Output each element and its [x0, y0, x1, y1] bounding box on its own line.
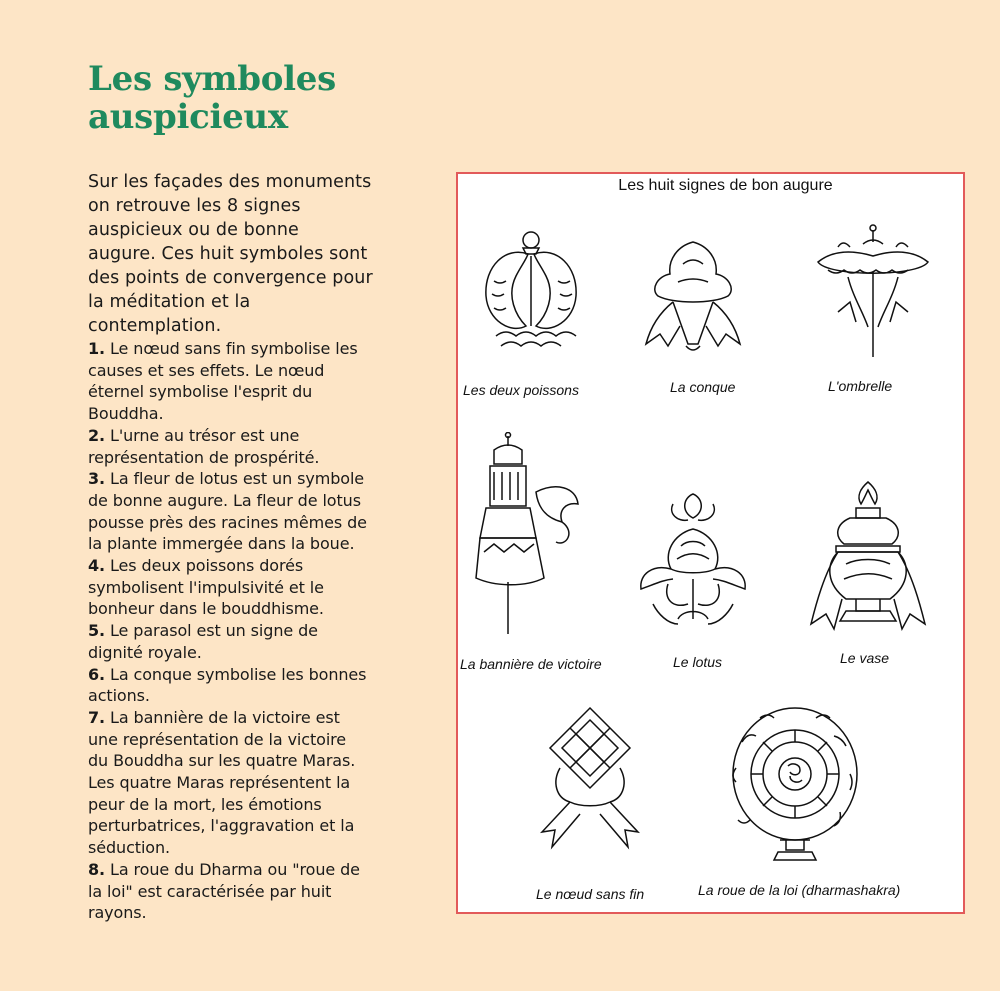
body-text: [88, 170, 414, 924]
intro-line: on retrouve les 8 signes: [88, 196, 301, 216]
intro-line: augure. Ces huit symboles sont: [88, 244, 368, 264]
intro-line: des points de convergence pour: [88, 268, 373, 288]
two-fish-icon: [476, 226, 586, 361]
caption-parasol: L'ombrelle: [828, 378, 893, 394]
caption-victory-banner: La bannière de victoire: [460, 656, 602, 672]
auspicious-signs-figure: [456, 172, 965, 914]
caption-two-fish: Les deux poissons: [463, 382, 579, 398]
figure-title: Les huit signes de bon augure: [618, 177, 833, 194]
list-line: rayons.: [88, 903, 147, 923]
list-item: 8. La roue du Dharma ou "roue de: [88, 859, 360, 879]
list-line: actions.: [88, 686, 150, 706]
caption-lotus: Le lotus: [673, 654, 723, 670]
list-line: la plante immergée dans la boue.: [88, 534, 355, 554]
caption-dharma-wheel: La roue de la loi (dharmashakra): [698, 882, 901, 898]
list-line: dignité royale.: [88, 642, 202, 662]
vase-icon: [806, 474, 931, 639]
intro-line: la méditation et la: [88, 292, 251, 312]
intro-line: contemplation.: [88, 316, 222, 336]
list-line: une représentation de la victoire: [88, 729, 347, 749]
intro-paragraph: [88, 170, 414, 338]
intro-line: auspicieux ou de bonne: [88, 220, 299, 240]
list-line: séduction.: [88, 838, 171, 858]
list-item: 4. Les deux poissons dorés: [88, 556, 304, 576]
lotus-icon: [633, 484, 753, 634]
list-line: pousse près des racines mêmes de: [88, 512, 367, 532]
parasol-icon: [808, 222, 938, 362]
list-line: éternel symbolise l'esprit du: [88, 382, 313, 402]
victory-banner-icon: [466, 432, 596, 637]
list-item: 1. Le nœud sans fin symbolise les: [88, 339, 358, 358]
conch-icon: [638, 234, 748, 364]
list-line: Les quatre Maras représentent la: [88, 773, 351, 793]
list-item: 3. La fleur de lotus est un symbole: [88, 469, 365, 489]
caption-conch: La conque: [670, 379, 736, 395]
intro-line: Sur les façades des monuments: [88, 172, 372, 192]
title-line-1: Les symboles: [88, 59, 336, 99]
list-line: bonheur dans le bouddhisme.: [88, 599, 324, 619]
list-line: la loi" est caractérisée par huit: [88, 881, 332, 901]
list-line: du Bouddha sur les quatre Maras.: [88, 751, 356, 771]
list-line: causes et ses effets. Le nœud: [88, 360, 325, 380]
title-line-2: auspicieux: [88, 97, 288, 137]
endless-knot-icon: [530, 702, 650, 862]
list-line: représentation de prospérité.: [88, 447, 320, 467]
symbol-list: [88, 338, 414, 924]
list-item: 6. La conque symbolise les bonnes: [88, 664, 367, 684]
list-line: peur de la mort, les émotions: [88, 794, 322, 814]
list-item: 2. L'urne au trésor est une: [88, 425, 300, 445]
dharma-wheel-icon: [720, 702, 870, 867]
list-line: perturbatrices, l'aggravation et la: [88, 816, 355, 836]
list-item: 5. Le parasol est un signe de: [88, 621, 318, 641]
page-title: [88, 60, 418, 136]
list-line: symbolisent l'impulsivité et le: [88, 577, 324, 597]
list-item: 7. La bannière de la victoire est: [88, 707, 340, 727]
caption-endless-knot: Le nœud sans fin: [536, 886, 645, 902]
caption-vase: Le vase: [840, 650, 890, 666]
list-line: de bonne augure. La fleur de lotus: [88, 490, 361, 510]
list-line: Bouddha.: [88, 404, 164, 424]
